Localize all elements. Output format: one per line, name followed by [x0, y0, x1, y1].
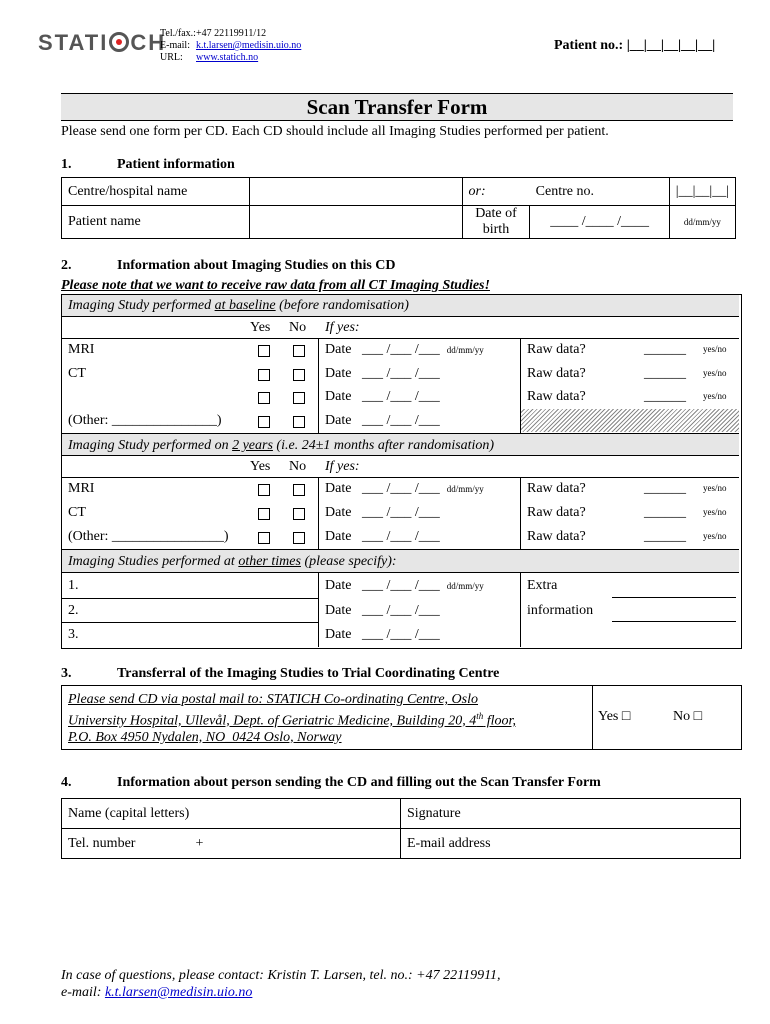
- section2-num: 2.: [61, 258, 72, 273]
- raw-a3-input[interactable]: ______: [644, 389, 686, 404]
- date-a2: [325, 366, 440, 382]
- page-title: Scan Transfer Form: [61, 93, 733, 121]
- vline-b1: [318, 477, 319, 549]
- raw-a2-input[interactable]: ______: [644, 366, 686, 381]
- date-a4: [325, 413, 440, 429]
- date-label: Date: [325, 413, 352, 428]
- date-c2: [325, 603, 440, 619]
- centre-name-label: Centre/hospital name: [62, 178, 250, 206]
- two-u: 2 years: [232, 438, 273, 453]
- date-fill[interactable]: ___ /___ /___: [361, 529, 440, 544]
- ifyes-a: If yes:: [325, 320, 360, 335]
- date-fill[interactable]: ___ /___ /___: [361, 627, 440, 642]
- raw-a1-yesno: yes/no: [703, 344, 727, 354]
- patient-name-label: Patient name: [62, 206, 250, 239]
- contact-block: [160, 28, 301, 64]
- date-fill[interactable]: ___ /___ /___: [361, 578, 440, 593]
- date-a1: [325, 342, 484, 358]
- plus-sign: +: [195, 835, 204, 851]
- extra-label: Extra: [527, 578, 558, 593]
- footer-contact: [61, 967, 501, 1001]
- raw-b1-yesno: yes/no: [703, 483, 727, 493]
- centre-no-input[interactable]: |__|__|__|: [669, 178, 735, 206]
- date-fill[interactable]: ___ /___ /___: [361, 505, 440, 520]
- vline-c1: [318, 573, 319, 647]
- address-line-2: [68, 708, 516, 730]
- section1-heading: [61, 157, 235, 173]
- raw-b3: Raw data?: [527, 529, 586, 544]
- dob-input[interactable]: ____ /____ /____: [530, 206, 669, 239]
- section3-heading: [61, 666, 499, 682]
- raw-a1: Raw data?: [527, 342, 586, 357]
- baseline-other-no[interactable]: [293, 416, 305, 428]
- address-line-2b: floor,: [483, 713, 516, 729]
- footer-email-link[interactable]: k.t.larsen@medisin.uio.no: [104, 985, 253, 1000]
- or-label: or:: [468, 183, 486, 199]
- other-label-a: (Other: _______________): [68, 413, 222, 428]
- mri-label-a: MRI: [68, 342, 95, 357]
- twoyr-mri-yes[interactable]: [258, 484, 270, 496]
- address-sup: th: [476, 711, 484, 721]
- twoyr-mri-no[interactable]: [293, 484, 305, 496]
- patient-name-input[interactable]: [250, 206, 462, 239]
- information-label: information: [527, 603, 594, 618]
- two-pre: Imaging Study performed on: [68, 438, 229, 453]
- footer-line-1: In case of questions, please contact: Kristin T. Larsen, tel. no.: +47 22119911,: [61, 968, 501, 983]
- two-year-header: [62, 433, 739, 456]
- email-label: E-mail:: [160, 40, 190, 51]
- date-fill[interactable]: ___ /___ /___: [361, 481, 440, 496]
- date-fill[interactable]: ___ /___ /___: [361, 366, 440, 381]
- other-times-header: [62, 549, 739, 573]
- date-fill[interactable]: ___ /___ /___: [361, 389, 440, 404]
- name-field[interactable]: Name (capital letters): [62, 799, 401, 829]
- date-fill[interactable]: ___ /___ /___: [361, 603, 440, 618]
- raw-a3: Raw data?: [527, 389, 586, 404]
- divider-a: [62, 338, 739, 339]
- url-label: URL:: [160, 52, 183, 63]
- other-post: (please specify):: [304, 554, 397, 569]
- raw-data-note: Please note that we want to receive raw data from all CT Imaging Studies!: [61, 278, 490, 293]
- divider-b: [62, 477, 739, 478]
- yes-col-b: Yes: [250, 459, 271, 474]
- dob-label: Date of birth: [462, 206, 530, 239]
- date-format: dd/mm/yy: [446, 345, 484, 355]
- baseline-other-yes[interactable]: [258, 416, 270, 428]
- logo-text-a: STAT: [38, 30, 101, 55]
- twoyr-other-no[interactable]: [293, 532, 305, 544]
- baseline-pre: Imaging Study performed: [68, 298, 212, 313]
- date-a3: [325, 389, 440, 405]
- dob-format: dd/mm/yy: [669, 206, 735, 239]
- logo-dot-icon: [109, 32, 129, 52]
- logo-text-b: I: [100, 30, 109, 55]
- twoyr-ct-no[interactable]: [293, 508, 305, 520]
- vline-a1: [318, 338, 319, 433]
- raw-a1-input[interactable]: ______: [644, 342, 686, 357]
- baseline-ct-yes[interactable]: [258, 369, 270, 381]
- footer-line-2: [61, 984, 501, 1001]
- section2-title: Information about Imaging Studies on this CD: [117, 258, 396, 273]
- mri-label-b: MRI: [68, 481, 95, 496]
- raw-b1: Raw data?: [527, 481, 586, 496]
- raw-a3-yesno: yes/no: [703, 391, 727, 401]
- section2-heading: [61, 258, 396, 274]
- date-format: dd/mm/yy: [446, 581, 484, 591]
- section1-num: 1.: [61, 157, 72, 172]
- raw-b2-yesno: yes/no: [703, 507, 727, 517]
- two-post: (i.e. 24±1 months after randomisation): [276, 438, 495, 453]
- date-fill[interactable]: ___ /___ /___: [361, 413, 440, 428]
- twoyr-other-yes[interactable]: [258, 532, 270, 544]
- baseline-u: at baseline: [214, 298, 276, 313]
- date-label: Date: [325, 342, 352, 357]
- raw-b1-input[interactable]: ______: [644, 481, 686, 496]
- baseline-ct2-yes[interactable]: [258, 392, 270, 404]
- statich-logo: [38, 30, 166, 56]
- signature-field[interactable]: Signature: [401, 799, 741, 829]
- date-label: Date: [325, 603, 352, 618]
- date-label: Date: [325, 481, 352, 496]
- yes-col-a: Yes: [250, 320, 271, 335]
- date-fill[interactable]: ___ /___ /___: [361, 342, 440, 357]
- other-row-3[interactable]: 3.: [68, 627, 79, 642]
- centre-no-cell: [462, 178, 669, 206]
- date-label: Date: [325, 389, 352, 404]
- baseline-header: [62, 295, 739, 317]
- email-field[interactable]: E-mail address: [401, 829, 741, 859]
- transfer-no[interactable]: No □: [673, 709, 703, 724]
- raw-a2-yesno: yes/no: [703, 368, 727, 378]
- baseline-mri-no[interactable]: [293, 345, 305, 357]
- section3-title: Transferral of the Imaging Studies to Trial Coordinating Centre: [117, 666, 500, 681]
- transfer-yes[interactable]: Yes □: [598, 709, 631, 724]
- baseline-ct2-no[interactable]: [293, 392, 305, 404]
- no-col-b: No: [289, 459, 307, 474]
- logo-text-c: CH: [130, 30, 167, 55]
- tel-label: Tel./fax.:: [160, 28, 196, 39]
- footer-email-label: e-mail:: [61, 985, 102, 1000]
- raw-b3-yesno: yes/no: [703, 531, 727, 541]
- twoyr-ct-yes[interactable]: [258, 508, 270, 520]
- address-line-2a: University Hospital, Ullevål, Dept. of Geriatric Medicine, Building 20, 4: [68, 713, 477, 729]
- address-line-1: Please send CD via postal mail to: STATICH Co-ordinating Centre, Oslo: [68, 692, 479, 707]
- other-row-1[interactable]: 1.: [68, 578, 79, 593]
- date-label: Date: [325, 578, 352, 593]
- date-b2: [325, 505, 440, 521]
- vline-c2: [520, 573, 521, 647]
- baseline-ct-no[interactable]: [293, 369, 305, 381]
- extra-line-1[interactable]: [612, 597, 736, 598]
- patient-no-field[interactable]: Patient no.: |__|__|__|__|__|: [554, 38, 716, 53]
- section4-heading: [61, 775, 601, 791]
- transfer-divider: [592, 685, 593, 749]
- sender-table: [61, 798, 741, 859]
- date-c3: [325, 627, 440, 643]
- date-label: Date: [325, 529, 352, 544]
- ifyes-b: If yes:: [325, 459, 360, 474]
- row-line-1: [62, 598, 318, 599]
- raw-b2-input[interactable]: ______: [644, 505, 686, 520]
- vline-b2: [520, 477, 521, 549]
- date-label: Date: [325, 366, 352, 381]
- hatched-cell: [521, 409, 739, 432]
- raw-b3-input[interactable]: ______: [644, 529, 686, 544]
- no-col-a: No: [289, 320, 307, 335]
- row-line-2: [62, 622, 318, 623]
- baseline-post: (before randomisation): [279, 298, 409, 313]
- date-c1: [325, 578, 484, 594]
- tel-value: +47 22119911/12: [196, 28, 267, 39]
- raw-a2: Raw data?: [527, 366, 586, 381]
- patient-info-table: [61, 177, 736, 239]
- centre-no-label: Centre no.: [535, 183, 594, 199]
- baseline-mri-yes[interactable]: [258, 345, 270, 357]
- other-pre: Imaging Studies performed at: [68, 554, 235, 569]
- date-label: Date: [325, 627, 352, 642]
- date-b3: [325, 529, 440, 545]
- tel-label: Tel. number: [68, 835, 136, 851]
- ct-label-a: CT: [68, 366, 86, 381]
- section1-title: Patient information: [117, 157, 235, 172]
- centre-name-input[interactable]: [250, 178, 462, 206]
- extra-line-2[interactable]: [612, 621, 736, 622]
- url-link[interactable]: www.statich.no: [196, 52, 259, 63]
- intro-text: Please send one form per CD. Each CD should include all Imaging Studies performed per patient.: [61, 124, 609, 139]
- other-row-2[interactable]: 2.: [68, 603, 79, 618]
- section4-num: 4.: [61, 775, 72, 790]
- address-line-3: P.O. Box 4950 Nydalen, NO_0424 Oslo, Norway: [68, 729, 342, 745]
- postal-address: [68, 692, 516, 746]
- date-b1: [325, 481, 484, 497]
- section4-title: Information about person sending the CD and filling out the Scan Transfer Form: [117, 775, 601, 790]
- other-label-b: (Other: ________________): [68, 529, 229, 544]
- section3-num: 3.: [61, 666, 72, 681]
- ct-label-b: CT: [68, 505, 86, 520]
- other-u: other times: [238, 554, 301, 569]
- tel-field[interactable]: [62, 829, 401, 859]
- email-link[interactable]: k.t.larsen@medisin.uio.no: [196, 40, 302, 51]
- raw-b2: Raw data?: [527, 505, 586, 520]
- date-format: dd/mm/yy: [446, 484, 484, 494]
- date-label: Date: [325, 505, 352, 520]
